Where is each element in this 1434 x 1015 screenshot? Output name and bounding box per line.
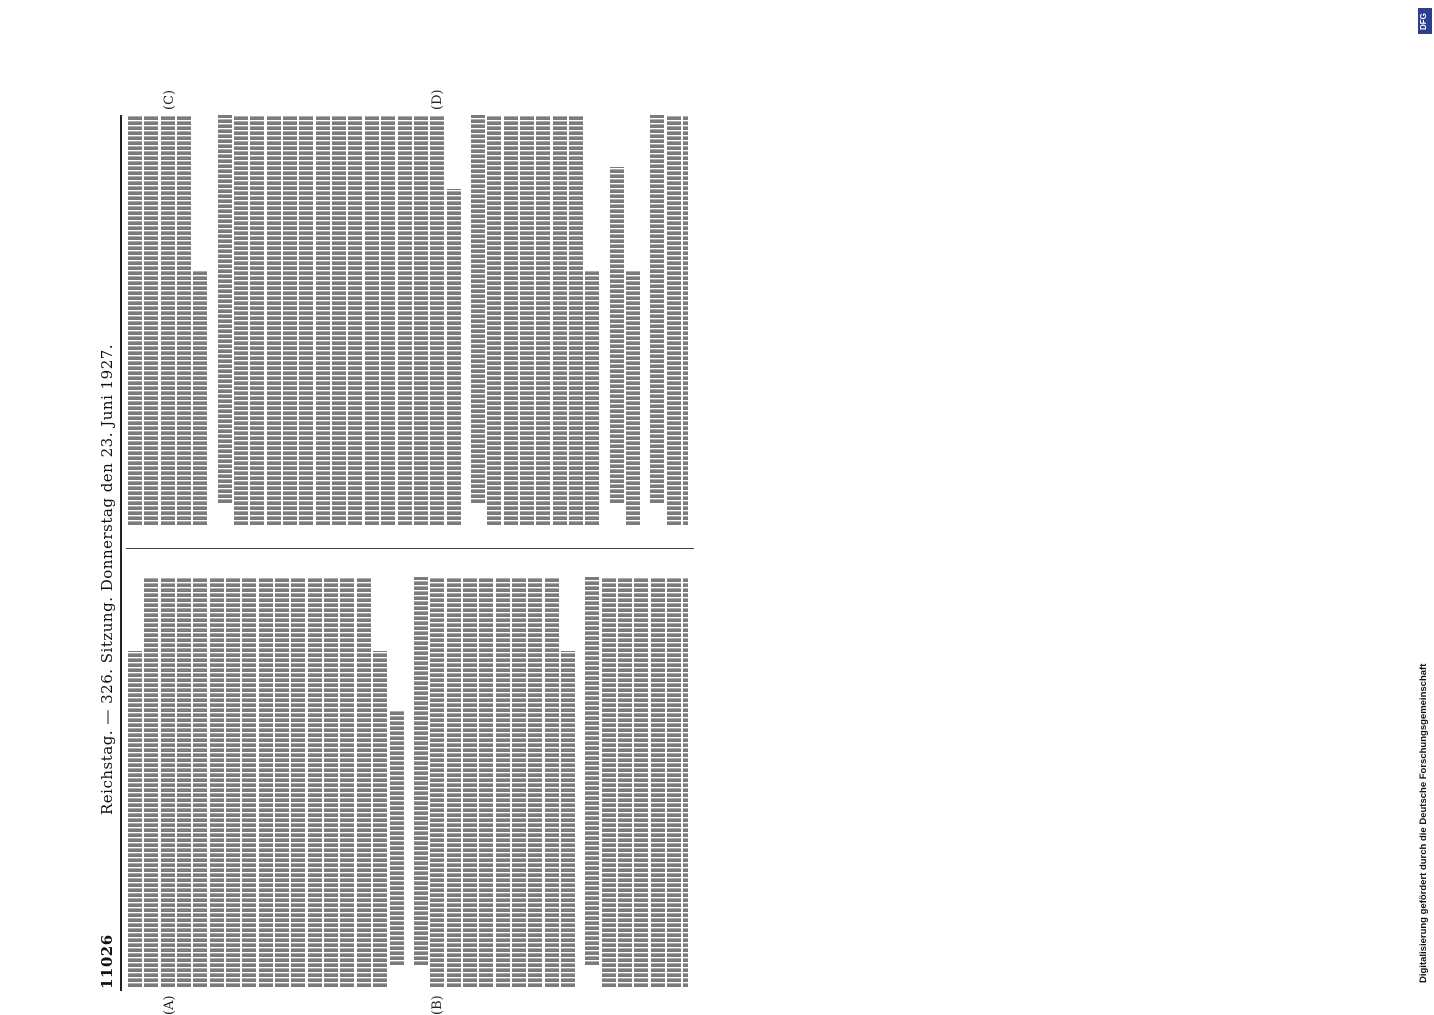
text-line	[430, 577, 444, 987]
text-line	[553, 115, 567, 525]
text-line	[291, 577, 305, 987]
text-line	[250, 115, 264, 525]
text-line	[520, 115, 534, 525]
text-line	[496, 577, 510, 987]
text-line	[471, 115, 485, 503]
text-line	[528, 577, 542, 987]
dfg-logo-text: DFG	[1419, 13, 1428, 30]
text-line	[447, 577, 461, 987]
running-header: Reichstag. — 326. Sitzung. Donnerstag den 23. Juni 1927.	[98, 343, 116, 815]
text-line	[667, 577, 681, 987]
text-line	[683, 115, 688, 525]
margin-marker-b: (B)	[430, 995, 445, 1015]
text-line	[316, 115, 330, 525]
text-line	[218, 115, 232, 503]
text-line	[512, 577, 526, 987]
text-line	[390, 711, 404, 965]
text-line	[569, 115, 583, 525]
text-line	[626, 271, 640, 525]
text-line	[177, 115, 191, 525]
text-line	[585, 577, 599, 965]
text-line	[348, 115, 362, 525]
text-line	[234, 115, 248, 525]
text-line	[618, 577, 632, 987]
text-line	[430, 115, 444, 525]
text-line	[283, 115, 297, 525]
text-line	[365, 115, 379, 525]
margin-marker-c: (C)	[162, 89, 177, 110]
digitization-note-text: Digitalisierung gefördert durch die Deutsche Forschungsgemeinschaft	[1418, 663, 1429, 983]
text-line	[373, 651, 387, 987]
text-line	[414, 577, 428, 965]
text-line	[414, 115, 428, 525]
text-line	[308, 577, 322, 987]
text-line	[610, 167, 624, 503]
text-line	[398, 115, 412, 525]
text-line	[504, 115, 518, 525]
text-line	[357, 577, 371, 987]
text-line	[226, 577, 240, 987]
digitization-note	[1418, 8, 1432, 988]
text-line	[242, 577, 256, 987]
text-line	[651, 577, 665, 987]
text-line	[193, 271, 207, 525]
text-line	[650, 115, 664, 503]
text-line	[161, 115, 175, 525]
text-line	[324, 577, 338, 987]
text-line	[332, 115, 346, 525]
text-line	[259, 577, 273, 987]
text-line	[340, 577, 354, 987]
text-line	[536, 115, 550, 525]
text-line	[602, 577, 616, 987]
text-line	[128, 115, 142, 525]
text-line	[545, 577, 559, 987]
text-line	[381, 115, 395, 525]
text-line	[585, 271, 599, 525]
page-header	[98, 115, 120, 995]
left-column	[128, 577, 688, 987]
header-rule	[120, 115, 122, 991]
document-page	[90, 89, 730, 1015]
text-line	[144, 115, 158, 525]
text-line	[463, 577, 477, 987]
margin-marker-d: (D)	[430, 89, 445, 110]
page-number: 11026	[98, 934, 116, 989]
margin-marker-a: (A)	[162, 995, 177, 1015]
text-line	[267, 115, 281, 525]
column-divider	[126, 548, 694, 549]
text-line	[479, 577, 493, 987]
right-column	[128, 115, 688, 525]
text-line	[128, 651, 142, 987]
text-line	[210, 577, 224, 987]
text-line	[177, 577, 191, 987]
text-line	[667, 115, 681, 525]
text-line	[487, 115, 501, 525]
text-line	[447, 189, 461, 525]
text-line	[193, 577, 207, 987]
text-line	[144, 577, 158, 987]
text-line	[561, 651, 575, 987]
text-line	[161, 577, 175, 987]
text-line	[683, 577, 688, 987]
text-line	[299, 115, 313, 525]
text-line	[634, 577, 648, 987]
text-line	[275, 577, 289, 987]
